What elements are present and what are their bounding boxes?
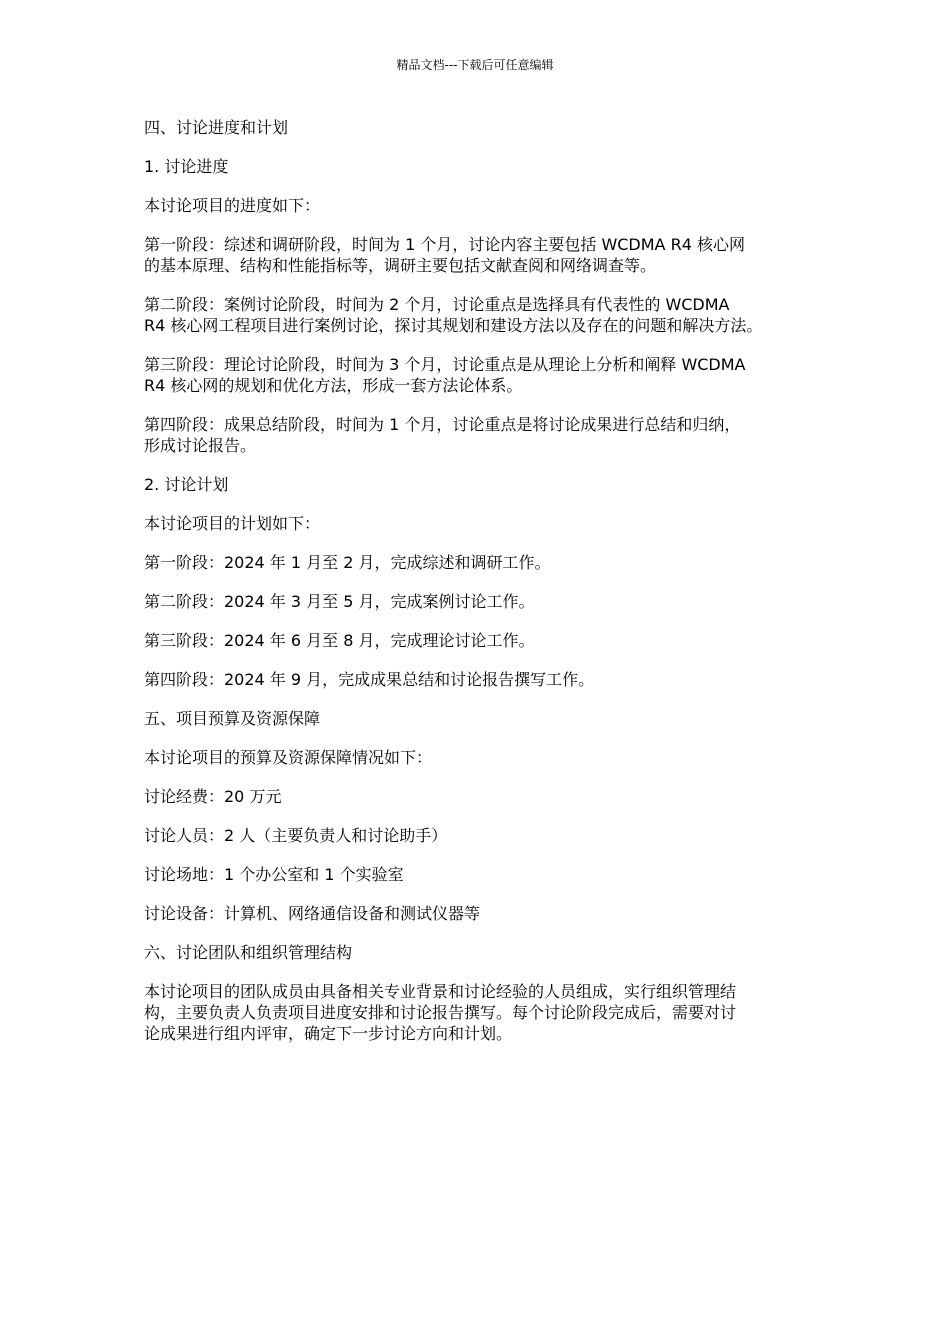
document-body: [144, 117, 820, 1062]
paragraph: 第二阶段：案例讨论阶段，时间为 2 个月，讨论重点是选择具有代表性的 WCDMA R4 核心网工程项目进行案例讨论，探讨其规划和建设方法以及存在的问题和解决方法。: [144, 295, 763, 335]
page-header: [0, 57, 950, 73]
paragraph: 讨论场地：1 个办公室和 1 个实验室: [144, 865, 404, 884]
paragraph: 本讨论项目的进度如下：: [144, 196, 321, 215]
paragraph: 第一阶段：2024 年 1 月至 2 月，完成综述和调研工作。: [144, 553, 551, 572]
paragraph: 本讨论项目的团队成员由具备相关专业背景和讨论经验的人员组成，实行组织管理结 构，主要负责人负责项目进度安排和讨论报告撰写。每个讨论阶段完成后，需要对讨 论成果进行组内评审，确定下一步讨论方向和计划。: [144, 982, 737, 1043]
paragraph: 第二阶段：2024 年 3 月至 5 月，完成案例讨论工作。: [144, 592, 535, 611]
subsection-heading-plan: 2. 讨论计划: [144, 475, 229, 494]
subsection-heading-progress: 1. 讨论进度: [144, 157, 229, 176]
section-heading-6: 六、讨论团队和组织管理结构: [144, 943, 353, 962]
header-text: 精品文档---下载后可任意编辑: [396, 58, 554, 72]
section-heading-4: 四、讨论进度和计划: [144, 118, 289, 137]
paragraph: 第一阶段：综述和调研阶段，时间为 1 个月，讨论内容主要包括 WCDMA R4 核心网 的基本原理、结构和性能指标等，调研主要包括文献查阅和网络调查等。: [144, 235, 745, 275]
paragraph: 本讨论项目的计划如下：: [144, 514, 321, 533]
paragraph: 讨论经费：20 万元: [144, 787, 282, 806]
section-heading-5: 五、项目预算及资源保障: [144, 709, 321, 728]
paragraph: 第四阶段：2024 年 9 月，完成成果总结和讨论报告撰写工作。: [144, 670, 595, 689]
paragraph: 第三阶段：2024 年 6 月至 8 月，完成理论讨论工作。: [144, 631, 535, 650]
paragraph: 讨论人员：2 人（主要负责人和讨论助手）: [144, 826, 448, 845]
paragraph: 讨论设备：计算机、网络通信设备和测试仪器等: [144, 904, 481, 923]
paragraph: 第四阶段：成果总结阶段，时间为 1 个月，讨论重点是将讨论成果进行总结和归纳， 形成讨论报告。: [144, 415, 741, 455]
paragraph: 本讨论项目的预算及资源保障情况如下：: [144, 748, 433, 767]
paragraph: 第三阶段：理论讨论阶段，时间为 3 个月，讨论重点是从理论上分析和阐释 WCDMA R4 核心网的规划和优化方法，形成一套方法论体系。: [144, 355, 746, 395]
